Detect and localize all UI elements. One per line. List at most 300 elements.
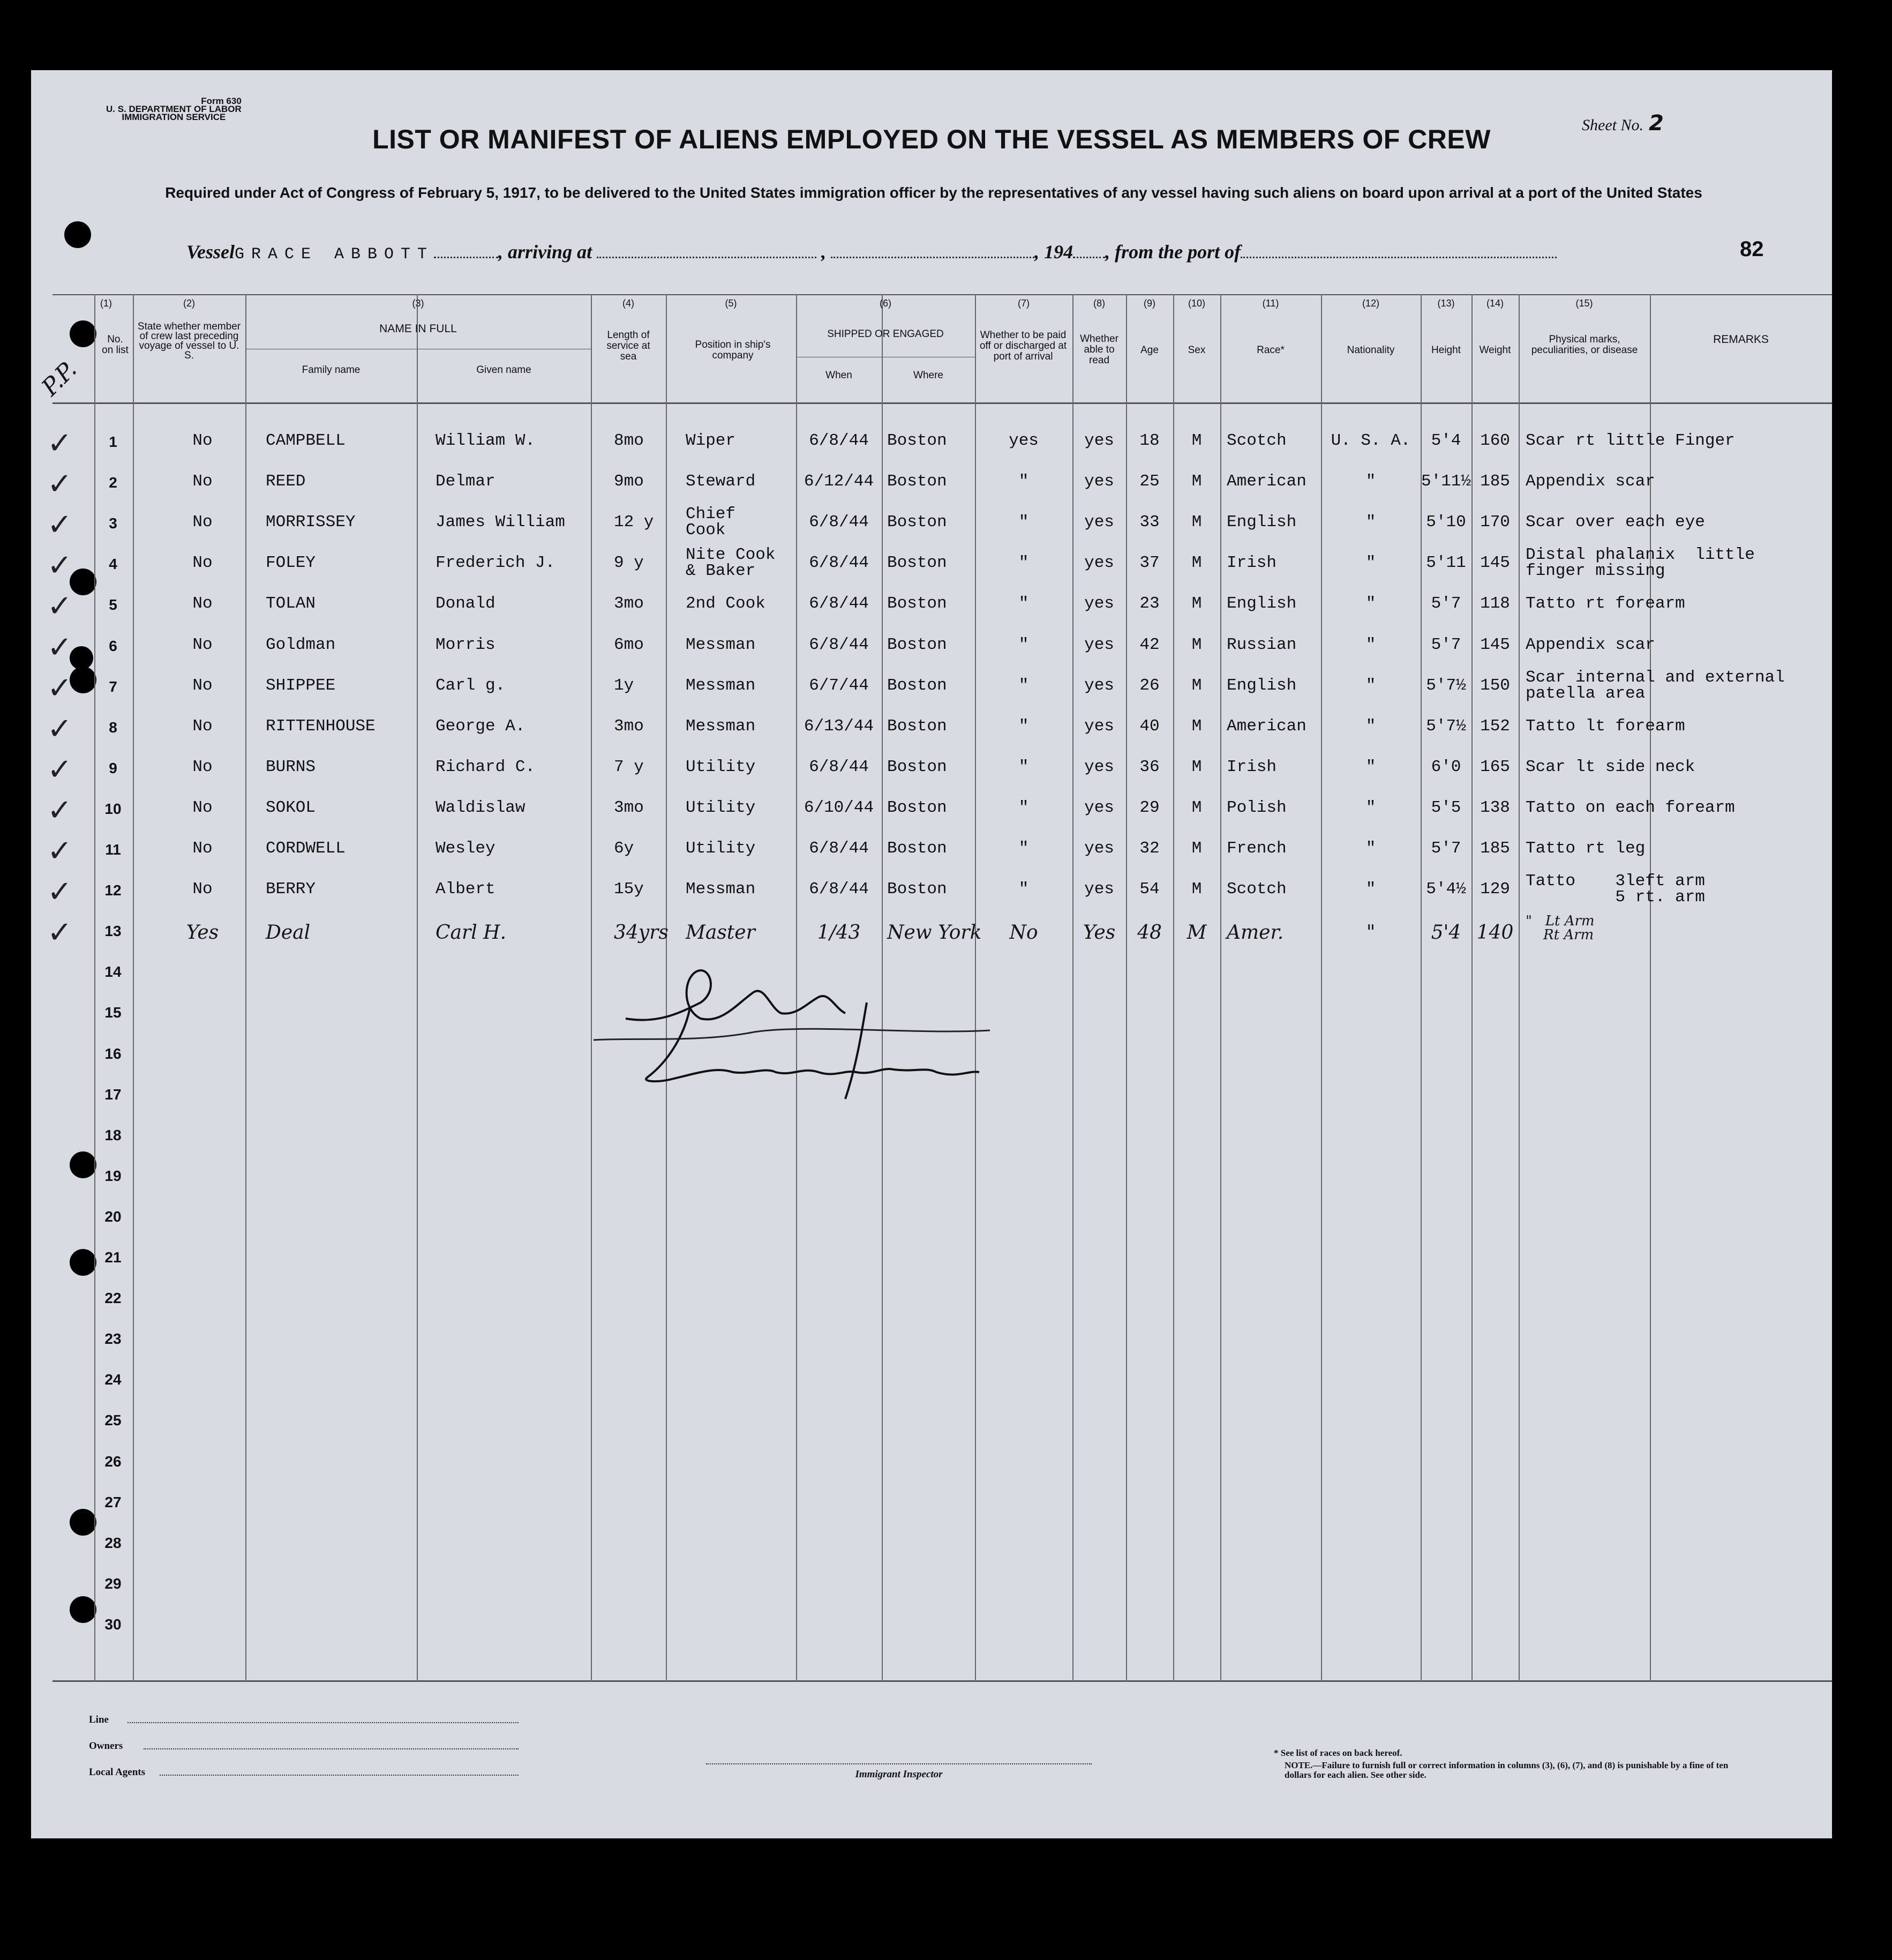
row-number: 2	[109, 474, 117, 491]
cell-service: 9 y	[614, 553, 644, 573]
cell-given: Morris	[436, 635, 495, 654]
cell-given: Wesley	[436, 839, 495, 858]
cell-height: 5'7	[1431, 839, 1461, 858]
cell-given: Waldislaw	[436, 798, 525, 817]
check-mark: ✓	[47, 915, 72, 951]
cell-family: BURNS	[266, 757, 316, 776]
check-mark: ✓	[47, 426, 72, 461]
cell-marks: Appendix scar	[1526, 635, 1655, 654]
footer-agents-label: Local Agents	[89, 1767, 146, 1778]
cell-service: 6y	[614, 839, 634, 858]
cell-read: yes	[1084, 635, 1114, 654]
form-number: Form 630	[201, 96, 242, 106]
cell-marks: Scar lt side neck	[1526, 757, 1695, 776]
row-number: 6	[109, 637, 117, 654]
cell-marks: Tatto on each forearm	[1526, 798, 1735, 817]
cell-paid: "	[1018, 839, 1029, 858]
cell-age: 33	[1139, 513, 1160, 532]
cell-height: 5'7½	[1426, 676, 1466, 695]
punch-hole	[64, 221, 91, 248]
cell-paid: "	[1018, 798, 1029, 817]
cell-service: 1y	[614, 676, 634, 695]
cell-given: Carl H.	[436, 922, 507, 944]
cell-marks: Scar internal and external patella area	[1526, 668, 1785, 703]
col9-number: (9)	[1144, 298, 1155, 309]
cell-sex: M	[1187, 922, 1207, 944]
cell-sex: M	[1191, 676, 1202, 695]
cell-sex: M	[1191, 716, 1202, 736]
cell-height: 5'11	[1426, 553, 1466, 573]
col3-number: (3)	[412, 298, 424, 309]
cell-race: English	[1227, 676, 1297, 695]
cell-read: yes	[1084, 431, 1114, 450]
col14-header: Weight	[1479, 345, 1511, 356]
cell-weight: 185	[1480, 839, 1510, 858]
col9-header: Age	[1140, 345, 1159, 356]
cell-height: 6'0	[1431, 757, 1461, 776]
cell-marks: Appendix scar	[1526, 472, 1655, 491]
check-mark: ✓	[47, 507, 72, 543]
col15-header: Physical marks, peculiarities, or disease	[1531, 334, 1638, 356]
cell-height: 5'4	[1431, 431, 1461, 450]
row-number: 14	[104, 963, 122, 981]
row-number: 9	[109, 759, 117, 776]
row-number: 18	[104, 1126, 122, 1143]
check-mark: ✓	[47, 874, 72, 910]
col8-header: Whether able to read	[1080, 333, 1118, 366]
col11-header: Race*	[1257, 345, 1285, 356]
check-mark: ✓	[47, 630, 72, 665]
cell-where: Boston	[887, 757, 947, 776]
cell-position: Utility	[686, 798, 756, 817]
cell-nationality: "	[1365, 472, 1376, 491]
cell-voyage: No	[192, 676, 213, 695]
cell-family: MORRISSEY	[266, 513, 356, 532]
cell-sex: M	[1191, 880, 1202, 899]
col3a-header: Family name	[302, 364, 361, 376]
row-number: 19	[104, 1167, 122, 1184]
cell-family: CAMPBELL	[266, 431, 346, 450]
cell-service: 34yrs	[614, 922, 669, 944]
cell-sex: M	[1191, 757, 1202, 776]
row-number: 21	[104, 1249, 122, 1266]
row-number: 30	[104, 1615, 122, 1633]
cell-nationality: "	[1365, 839, 1376, 858]
cell-read: yes	[1084, 716, 1114, 736]
cell-weight: 118	[1480, 594, 1510, 614]
cell-when: 6/12/44	[804, 472, 874, 491]
cell-race: Polish	[1227, 798, 1287, 817]
punch-hole	[70, 646, 93, 670]
department-name: U. S. DEPARTMENT OF LABOR	[106, 104, 242, 114]
cell-age: 25	[1139, 472, 1160, 491]
punch-hole	[70, 667, 96, 693]
row-number: 24	[104, 1371, 122, 1388]
cell-nationality: "	[1365, 594, 1376, 614]
cell-height: 5'11½	[1421, 472, 1471, 491]
col3-header: NAME IN FULL	[379, 323, 457, 335]
cell-position: Messman	[686, 880, 756, 899]
cell-age: 18	[1139, 431, 1160, 450]
col11-number: (11)	[1262, 298, 1279, 309]
form-identifier	[106, 97, 242, 121]
cell-where: Boston	[887, 839, 947, 858]
cell-family: BERRY	[266, 880, 316, 899]
cell-given: Delmar	[436, 472, 495, 491]
col10-number: (10)	[1188, 298, 1205, 309]
row-number: 20	[104, 1208, 122, 1225]
row-number: 11	[105, 841, 121, 858]
cell-paid: "	[1018, 635, 1029, 654]
row-number: 22	[104, 1290, 122, 1307]
cell-where: Boston	[887, 880, 947, 899]
cell-weight: 129	[1480, 880, 1510, 899]
row-number: 13	[104, 923, 122, 940]
year-label: , 194	[1034, 241, 1073, 263]
cell-position: 2nd Cook	[686, 594, 765, 614]
cell-race: Scotch	[1227, 880, 1287, 899]
cell-position: Messman	[686, 635, 756, 654]
cell-race: English	[1227, 513, 1297, 532]
cell-family: TOLAN	[266, 594, 316, 614]
cell-marks: Tatto lt forearm	[1526, 716, 1685, 736]
cell-given: Carl g.	[436, 676, 506, 695]
cell-read: yes	[1084, 676, 1114, 695]
cell-when: 6/8/44	[809, 757, 869, 776]
sheet-number-label: Sheet No.	[1582, 116, 1643, 134]
row-number: 1	[109, 433, 117, 450]
check-mark: ✓	[47, 752, 72, 787]
cell-age: 42	[1139, 635, 1160, 654]
punch-hole	[70, 1151, 96, 1178]
cell-when: 6/8/44	[809, 635, 869, 654]
cell-nationality: "	[1366, 922, 1376, 944]
cell-when: 6/10/44	[804, 798, 874, 817]
cell-sex: M	[1191, 472, 1202, 491]
cell-weight: 160	[1480, 431, 1510, 450]
cell-voyage: No	[192, 880, 213, 899]
page-number: 82	[1740, 237, 1764, 261]
cell-position: Messman	[686, 716, 756, 736]
cell-when: 6/8/44	[809, 431, 869, 450]
cell-sex: M	[1191, 431, 1202, 450]
row-number: 15	[104, 1004, 122, 1021]
col13-header: Height	[1431, 345, 1461, 356]
cell-voyage: No	[192, 716, 213, 736]
cell-marks: Tatto rt leg	[1526, 839, 1646, 858]
col6-header: SHIPPED OR ENGAGED	[827, 328, 944, 340]
cell-paid: "	[1018, 880, 1029, 899]
cell-paid: "	[1018, 472, 1029, 491]
cell-nationality: "	[1365, 676, 1376, 695]
cell-voyage: No	[192, 431, 213, 450]
cell-race: Amer.	[1227, 922, 1284, 944]
cell-race: Scotch	[1227, 431, 1287, 450]
cell-nationality: "	[1365, 513, 1376, 532]
cell-service: 12 y	[614, 513, 654, 532]
cell-sex: M	[1191, 635, 1202, 654]
cell-voyage: Yes	[186, 922, 219, 944]
cell-family: Deal	[266, 922, 311, 944]
cell-race: French	[1227, 839, 1287, 858]
col10-header: Sex	[1188, 345, 1206, 356]
col13-number: (13)	[1437, 298, 1455, 309]
row-number: 12	[104, 882, 122, 899]
row-number: 5	[109, 596, 117, 614]
cell-when: 6/8/44	[809, 880, 869, 899]
cell-position: Master	[686, 922, 755, 944]
row-number: 17	[104, 1086, 122, 1103]
punch-hole	[70, 1249, 96, 1276]
cell-read: yes	[1084, 553, 1114, 573]
cell-when: 6/8/44	[809, 513, 869, 532]
cell-voyage: No	[192, 839, 213, 858]
cell-where: Boston	[887, 635, 947, 654]
cell-weight: 152	[1480, 716, 1510, 736]
cell-weight: 170	[1480, 513, 1510, 532]
check-mark: ✓	[47, 792, 72, 828]
cell-weight: 145	[1480, 553, 1510, 573]
check-mark: ✓	[47, 670, 72, 706]
footer-races-note: * See list of races on back hereof.	[1274, 1748, 1402, 1758]
footer-line-label: Line	[89, 1714, 109, 1725]
cell-sex: M	[1191, 839, 1202, 858]
cell-read: yes	[1084, 594, 1114, 614]
cell-marks: Tatto rt forearm	[1526, 594, 1685, 614]
row-number: 16	[104, 1045, 122, 1062]
cell-race: Irish	[1227, 757, 1277, 776]
cell-position: Chief Cook	[686, 505, 736, 540]
cell-sex: M	[1191, 553, 1202, 573]
cell-height: 5'4½	[1426, 880, 1466, 899]
row-number: 4	[109, 556, 117, 573]
cell-position: Wiper	[686, 431, 736, 450]
cell-family: SHIPPEE	[266, 676, 336, 695]
cell-given: William W.	[436, 431, 536, 450]
vessel-line: VesselGRACE ABBOTT , arriving at , , 194 , from the port of	[186, 241, 1557, 264]
cell-marks: Tatto 3left arm 5 rt. arm	[1526, 872, 1705, 907]
cell-family: REED	[266, 472, 306, 491]
col5-number: (5)	[725, 298, 737, 309]
cell-given: George A.	[436, 716, 525, 736]
cell-given: Frederich J.	[436, 553, 555, 573]
cell-age: 40	[1139, 716, 1160, 736]
page-subtitle: Required under Act of Congress of February 5, 1917, to be delivered to the United States immigration officer by the representatives of any vessel having such aliens on board upon arrival at a port of the United States	[165, 184, 1702, 201]
cell-family: Goldman	[266, 635, 336, 654]
cell-where: Boston	[887, 798, 947, 817]
cell-family: SOKOL	[266, 798, 316, 817]
cell-when: 6/7/44	[809, 676, 869, 695]
cell-family: CORDWELL	[266, 839, 346, 858]
cell-read: yes	[1084, 513, 1114, 532]
col7-header: Whether to be paid off or discharged at port of arrival	[979, 330, 1067, 362]
cell-sex: M	[1191, 594, 1202, 614]
cell-read: yes	[1084, 472, 1114, 491]
cell-family: FOLEY	[266, 553, 316, 573]
remarks-header: REMARKS	[1713, 333, 1769, 346]
col12-header: Nationality	[1347, 345, 1395, 356]
check-mark: ✓	[47, 711, 72, 746]
cell-given: Richard C.	[436, 757, 536, 776]
cell-nationality: U. S. A.	[1331, 431, 1411, 450]
punch-hole	[70, 1509, 96, 1536]
cell-when: 6/8/44	[809, 839, 869, 858]
cell-age: 23	[1139, 594, 1160, 614]
cell-paid: "	[1018, 676, 1029, 695]
cell-where: Boston	[887, 716, 947, 736]
service-name: IMMIGRATION SERVICE	[122, 112, 226, 122]
cell-paid: "	[1018, 594, 1029, 614]
cell-weight: 140	[1476, 922, 1514, 944]
col8-number: (8)	[1093, 298, 1105, 309]
col14-number: (14)	[1486, 298, 1504, 309]
cell-paid: "	[1018, 716, 1029, 736]
cell-age: 54	[1139, 880, 1160, 899]
from-port-label: , from the port of	[1105, 241, 1241, 263]
row-number: 7	[109, 678, 117, 695]
cell-read: yes	[1084, 880, 1114, 899]
cell-voyage: No	[192, 594, 213, 614]
cell-nationality: "	[1365, 798, 1376, 817]
cell-given: Albert	[436, 880, 495, 899]
row-number: 3	[109, 515, 117, 532]
cell-voyage: No	[192, 553, 213, 573]
cell-weight: 165	[1480, 757, 1510, 776]
cell-service: 6mo	[614, 635, 644, 654]
cell-paid: yes	[1009, 431, 1039, 450]
cell-height: 5'7½	[1426, 716, 1466, 736]
cell-voyage: No	[192, 757, 213, 776]
margin-mark: P.P.	[36, 355, 82, 402]
cell-paid: "	[1018, 553, 1029, 573]
cell-voyage: No	[192, 513, 213, 532]
col6-number: (6)	[880, 298, 891, 309]
sheet-number-value: 2	[1648, 111, 1664, 136]
cell-given: James William	[436, 513, 565, 532]
row-number: 26	[104, 1453, 122, 1470]
check-mark: ✓	[47, 834, 72, 869]
cell-service: 3mo	[614, 594, 644, 614]
check-mark: ✓	[47, 467, 72, 502]
manifest-sheet	[31, 70, 1832, 1838]
cell-age: 48	[1137, 922, 1162, 944]
col7-number: (7)	[1018, 298, 1030, 309]
cell-position: Steward	[686, 472, 756, 491]
cell-where: Boston	[887, 594, 947, 614]
col12-number: (12)	[1362, 298, 1379, 309]
cell-service: 9mo	[614, 472, 644, 491]
cell-when: 1/43	[817, 922, 861, 944]
cell-race: American	[1227, 472, 1307, 491]
col6a-header: When	[825, 370, 852, 381]
cell-height: 5'7	[1431, 635, 1461, 654]
cell-age: 36	[1139, 757, 1160, 776]
cell-service: 3mo	[614, 798, 644, 817]
vessel-name: GRACE ABBOTT	[235, 245, 434, 264]
cell-voyage: No	[192, 635, 213, 654]
cell-position: Utility	[686, 839, 756, 858]
arriving-label: , arriving at	[498, 241, 592, 263]
cell-nationality: "	[1365, 553, 1376, 573]
punch-hole	[70, 320, 96, 347]
cell-service: 8mo	[614, 431, 644, 450]
col5-header: Position in ship's company	[695, 339, 771, 361]
check-mark: ✓	[47, 548, 72, 583]
cell-height: 5'7	[1431, 594, 1461, 614]
cell-where: Boston	[887, 513, 947, 532]
col4-number: (4)	[622, 298, 634, 309]
cell-position: Utility	[686, 757, 756, 776]
cell-paid: No	[1009, 922, 1038, 944]
cell-nationality: "	[1365, 880, 1376, 899]
row-number: 8	[109, 719, 117, 736]
cell-when: 6/13/44	[804, 716, 874, 736]
cell-service: 3mo	[614, 716, 644, 736]
punch-hole	[70, 1596, 96, 1623]
cell-height: 5'10	[1426, 513, 1466, 532]
cell-paid: "	[1018, 513, 1029, 532]
cell-nationality: "	[1365, 716, 1376, 736]
cell-age: 37	[1139, 553, 1160, 573]
cell-nationality: "	[1365, 757, 1376, 776]
cell-voyage: No	[192, 798, 213, 817]
col15-number: (15)	[1575, 298, 1593, 309]
row-number: 23	[104, 1330, 122, 1348]
cell-marks: " Lt Arm Rt Arm	[1526, 913, 1595, 944]
cell-weight: 145	[1480, 635, 1510, 654]
cell-where: New York	[887, 922, 982, 944]
cell-read: yes	[1084, 757, 1114, 776]
col2-number: (2)	[183, 298, 195, 309]
row-number: 28	[104, 1534, 122, 1551]
cell-weight: 150	[1480, 676, 1510, 695]
page-title: LIST OR MANIFEST OF ALIENS EMPLOYED ON THE VESSEL AS MEMBERS OF CREW	[372, 124, 1491, 154]
row-number: 29	[104, 1575, 122, 1592]
cell-where: Boston	[887, 553, 947, 573]
col6b-header: Where	[913, 370, 943, 381]
cell-race: English	[1227, 594, 1297, 614]
col1-header: No. on list	[102, 334, 129, 356]
cell-height: 5'4	[1431, 922, 1461, 944]
punch-hole	[70, 568, 96, 595]
cell-when: 6/8/44	[809, 553, 869, 573]
cell-service: 7 y	[614, 757, 644, 776]
cell-age: 32	[1139, 839, 1160, 858]
cell-where: Boston	[887, 472, 947, 491]
cell-position: Messman	[686, 676, 756, 695]
row-number: 27	[104, 1493, 122, 1510]
row-number: 10	[104, 800, 122, 817]
cell-position: Nite Cook & Baker	[686, 545, 776, 581]
cell-read: Yes	[1083, 922, 1116, 944]
cell-marks: Scar over each eye	[1526, 513, 1705, 532]
cell-sex: M	[1191, 798, 1202, 817]
cell-read: yes	[1084, 798, 1114, 817]
cell-paid: "	[1018, 757, 1029, 776]
cell-marks: Distal phalanix little finger missing	[1526, 545, 1755, 581]
footer-owners-label: Owners	[89, 1740, 123, 1752]
vessel-label: Vessel	[186, 241, 235, 263]
cell-height: 5'5	[1431, 798, 1461, 817]
cell-where: Boston	[887, 431, 947, 450]
cell-service: 15y	[614, 880, 644, 899]
cell-weight: 138	[1480, 798, 1510, 817]
cell-age: 29	[1139, 798, 1160, 817]
cell-age: 26	[1139, 676, 1160, 695]
footer-fine-note: NOTE.—Failure to furnish full or correct information in columns (3), (6), (7), and (8) is punishable by a fine of ten dollars for each alien. See other side.	[1285, 1760, 1729, 1780]
cell-where: Boston	[887, 676, 947, 695]
cell-marks: Scar rt little Finger	[1526, 431, 1735, 450]
